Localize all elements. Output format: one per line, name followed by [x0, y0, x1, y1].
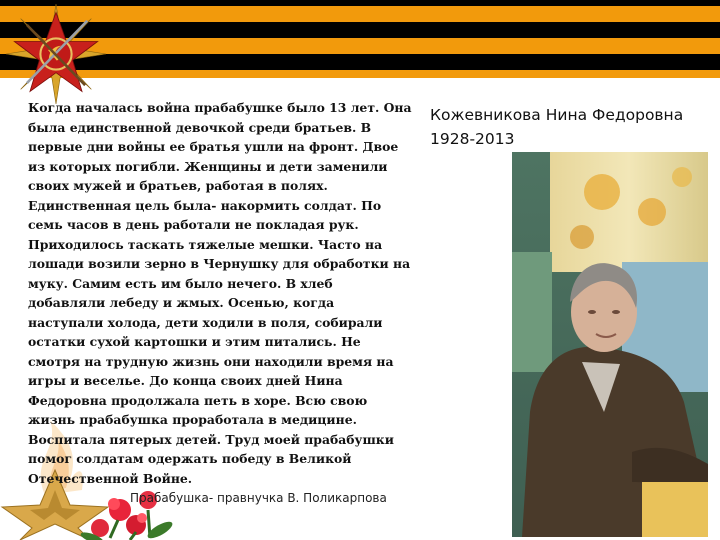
st-george-ribbon: [0, 0, 720, 78]
order-of-patriotic-war-icon: [4, 2, 108, 106]
portrait-photo: [512, 152, 708, 537]
signature-caption: Прабабушка- правнучка В. Поликарпова: [130, 491, 387, 505]
biography-text: Когда началась война прабабушке было 13 лет. Она была единственной девочкой среди братьев. В первые дни войны ее братья ушли на фронт. Двое из которых погибли. Женщины и дети заменили своих мужей и братьев, работая в полях. Единственная цель была- накормить солдат. По семь часов в день работали не покладая рук. Приходилось таскать тяжелые мешки. Часто на лошади возили зерно в Чернушку для обработки на муку. Самим есть им было нечего. В хлеб добавляли лебеду и жмых. Осенью, когда наступали холода, дети ходили в поля, собирали остатки сухой картошки и этим питались. Не смотря на трудную жизнь они находили время на игры и веселье. До конца своих дней Нина Федоровна продолжала петь в хоре. Всю свою жизнь прабабушка проработала в медицине. Воспитала пятерых детей. Труд моей прабабушки помог солдатам одержать победу в Великой Отечественной Войне.: [28, 100, 412, 486]
person-years: 1928-2013: [430, 130, 515, 148]
portrait-image: [512, 152, 708, 537]
person-name: Кожевникова Нина Федоровна: [430, 106, 684, 124]
person-heading: [430, 103, 720, 151]
